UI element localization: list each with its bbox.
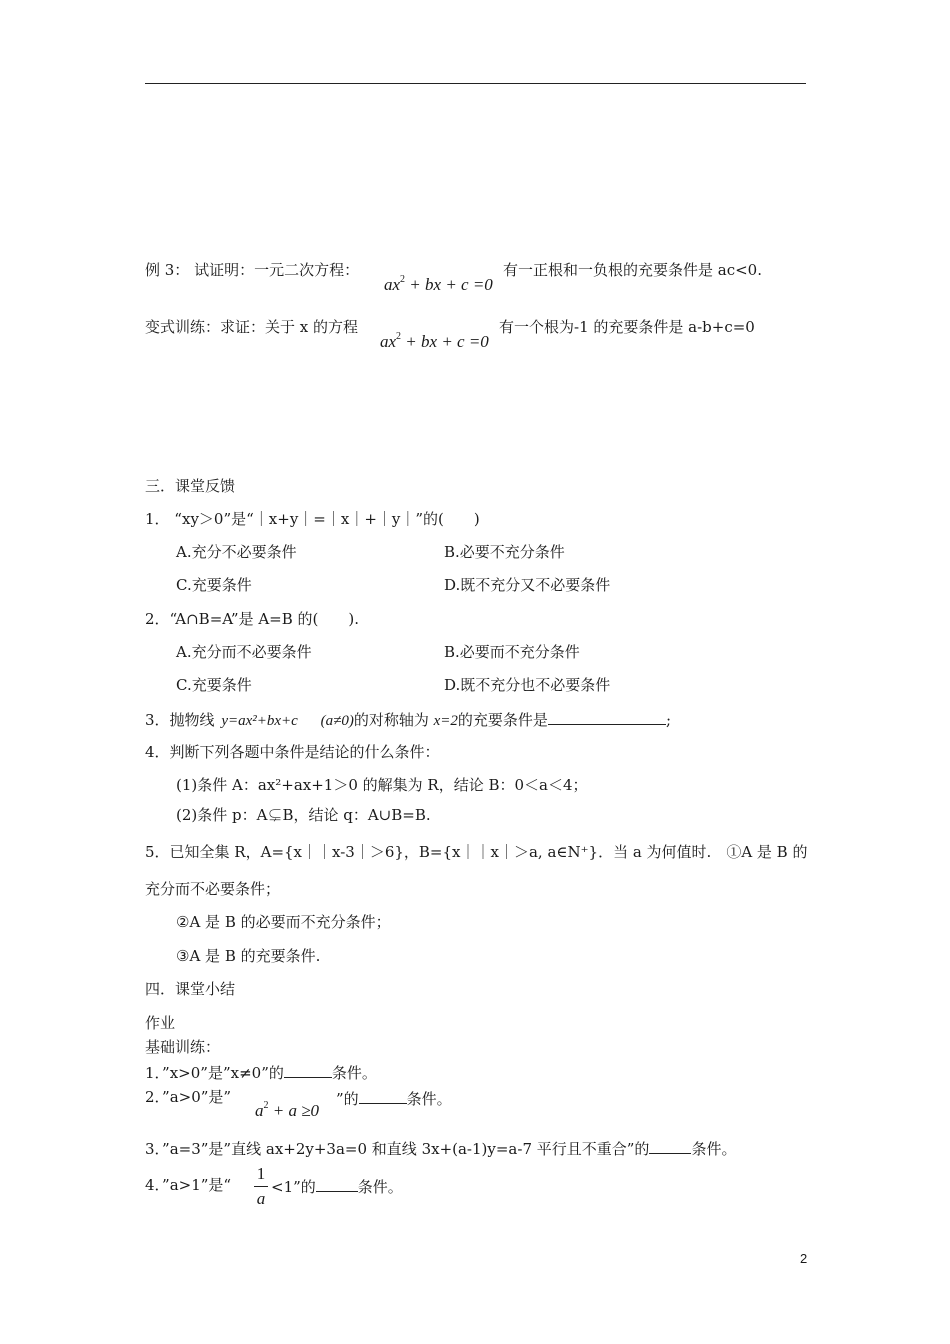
homework-subtitle: 基础训练：	[145, 1038, 221, 1056]
h3-answer-blank	[649, 1140, 691, 1154]
q2-option-c: C.充要条件	[176, 676, 252, 694]
homework-item-4-prefix: 4．”a>1”是“	[145, 1176, 232, 1194]
q1-option-a: A.充分不必要条件	[176, 543, 297, 561]
q5-item3: ③A 是 B 的充要条件.	[176, 947, 321, 965]
q4-item1: (1)条件 A：ax²+ax+1＞0 的解集为 R，结论 B：0＜a＜4；	[176, 776, 588, 794]
q1-option-d: D.既不充分又不必要条件	[444, 576, 611, 594]
variant-suffix: 有一个根为-1 的充要条件是 a-b+c=0	[499, 318, 755, 336]
example3-formula: $ax^2$ + bx + c =0	[384, 274, 493, 294]
page-number: 2	[800, 1251, 808, 1266]
q1-stem: 1． “xy＞0”是“｜x+y｜=｜x｜+｜y｜”的( )	[145, 510, 480, 528]
q3-answer-blank	[548, 711, 666, 725]
q1-option-b: B.必要不充分条件	[444, 543, 565, 561]
q3-line: 3．抛物线 y=ax²+bx+c (a≠0)的对称轴为 x=2的充要条件是 ;	[145, 711, 671, 729]
section4-heading: 四．课堂小结	[145, 980, 236, 998]
q2-option-a: A.充分而不必要条件	[176, 643, 312, 661]
variant-prefix: 变式训练：求证：关于 x 的方程	[145, 318, 358, 336]
section3-heading: 三．课堂反馈	[145, 477, 236, 495]
h2-answer-blank	[359, 1090, 407, 1104]
variant-formula: $ax^2$ + bx + c =0	[380, 331, 489, 351]
header-rule	[145, 83, 806, 84]
q5-line1: 5．已知全集 R，A={x｜｜x-3｜＞6}，B={x｜｜x｜＞a, a∈N⁺}．当 a 为何值时. ①A 是 B 的	[145, 843, 808, 861]
q1-option-c: C.充要条件	[176, 576, 252, 594]
q4-item2: (2)条件 p：A⊊B，结论 q：A∪B=B.	[176, 806, 431, 824]
q2-option-b: B.必要而不充分条件	[444, 643, 580, 661]
homework-item-2-prefix: 2．”a>0”是”	[145, 1088, 232, 1106]
q2-option-d: D.既不充分也不必要条件	[444, 676, 611, 694]
example3-suffix: 有一正根和一负根的充要条件是 ac<0.	[503, 261, 762, 279]
homework-item-2-formula: $a^2 + a \ge 0$	[255, 1100, 320, 1120]
q5-line2: 充分而不必要条件；	[145, 880, 281, 898]
homework-item-4-fraction: 1 a	[254, 1164, 268, 1209]
q2-stem: 2．“A∩B=A”是 A=B 的( ).	[145, 610, 359, 628]
homework-title: 作业	[145, 1014, 176, 1032]
h1-answer-blank	[284, 1064, 332, 1078]
q5-item2: ②A 是 B 的必要而不充分条件；	[176, 913, 391, 931]
q4-stem: 4．判断下列各题中条件是结论的什么条件：	[145, 743, 440, 761]
homework-item-4-rest: <1”的 条件。	[271, 1178, 403, 1196]
homework-item-1: 1．”x>0”是”x≠0”的 条件。	[145, 1064, 377, 1082]
homework-item-3: 3．”a=3”是”直线 ax+2y+3a=0 和直线 3x+(a-1)y=a-7 平行且不重合”的 条件。	[145, 1140, 737, 1158]
homework-item-2-rest: ”的 条件。	[336, 1090, 452, 1108]
h4-answer-blank	[316, 1178, 358, 1192]
example3-prefix: 例 3： 试证明：一元二次方程：	[145, 261, 360, 279]
